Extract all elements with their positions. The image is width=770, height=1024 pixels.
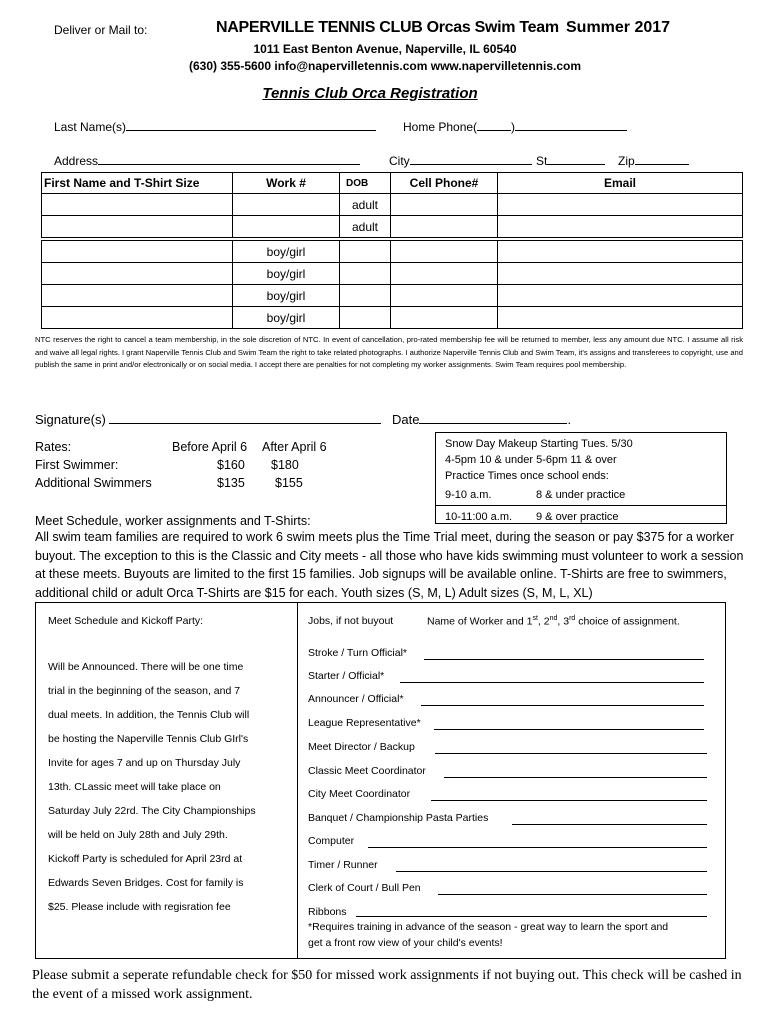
address-label: Address [54,154,99,168]
state-line[interactable] [547,154,605,165]
cell-phone[interactable] [391,241,498,263]
cell-dob[interactable] [340,307,391,329]
practice-time-1: 9-10 a.m. [445,489,492,501]
cell-dob[interactable]: adult [340,216,391,238]
job-banquet: Banquet / Championship Pasta Parties [308,812,489,824]
table-row [42,285,743,307]
header-first-name: First Name and T-Shirt Size [42,173,233,194]
home-phone-field[interactable] [403,120,627,134]
snow-line-1: Snow Day Makeup Starting Tues. 5/30 [445,438,633,450]
season-label: Summer 2017 [566,19,671,36]
table-row [42,216,743,238]
kickoff-line: Will be Announced. There will be one time [48,661,244,673]
table-row [42,263,743,285]
last-name-label: Last Name(s) [54,120,127,134]
sup-second: nd [549,615,558,622]
practice-group-1: 8 & under practice [536,489,626,501]
cell-email[interactable] [498,307,743,329]
header-email: Email [498,173,743,194]
job-stroke-turn: Stroke / Turn Official* [308,647,408,659]
cell-first-name[interactable] [42,241,233,263]
cell-email[interactable] [498,263,743,285]
registration-table [41,172,743,329]
zip-label: Zip [618,154,635,168]
rate-additional-label: Additional Swimmers [35,476,152,490]
kickoff-box [35,602,298,959]
cell-phone[interactable] [391,194,498,216]
job-clerk-of-court: Clerk of Court / Bull Pen [308,882,421,894]
job-computer-line[interactable] [368,847,707,848]
job-classic-coordinator: Classic Meet Coordinator [308,765,426,777]
deliver-label: Deliver or Mail to: [54,23,148,37]
cell-phone[interactable] [391,307,498,329]
cell-first-name[interactable] [42,307,233,329]
kickoff-line: will be held on July 28th and July 29th. [48,829,228,841]
cell-email[interactable] [498,285,743,307]
job-ribbons-line[interactable] [356,916,707,917]
job-clerk-of-court-line[interactable] [438,894,707,895]
job-computer: Computer [308,835,355,847]
city-label: City [389,154,410,168]
sup-third: rd [569,615,576,622]
jobs-head-sep2: , 3 [557,615,570,628]
form-title: Tennis Club Orca Registration [262,85,478,102]
table-row [42,241,743,263]
meet-paragraph: All swim team families are required to work 6 swim meets plus the Time Trial meet, during the season or pay $375 for a worker buyout. The exception to this is the Classic and City meets - all those who have kids swimming must volunteer to work a session at these meets. Buyouts are limited to the first 15 families. Job signups will be available online. T-Shirts are free to swimmers, additional child or adult Orca T-Shirts are $15 for each. Youth sizes (S, M, L) Adult sizes (S, M, L, XL) [35,530,744,600]
club-contact: (630) 355-5600 info@napervilletennis.com www.napervilletennis.com [188,59,582,73]
date-field[interactable] [392,411,571,427]
snow-line-2: 4-5pm 10 & under 5-6pm 11 & over [445,454,617,466]
header-cell-phone: Cell Phone# [391,173,498,194]
job-classic-coordinator-line[interactable] [444,777,707,778]
table-row [42,194,743,216]
cell-work[interactable]: boy/girl [233,307,340,329]
home-phone-line[interactable] [515,120,627,131]
kickoff-line: Kickoff Party is scheduled for April 23rd at [48,853,243,865]
sup-first: st [532,615,538,622]
rate-additional-before: $135 [217,476,245,490]
signature-label: Signature(s) [35,412,106,427]
jobs-head-sep1: , 2 [537,615,550,628]
cell-email[interactable] [498,194,743,216]
jobs-note-1: *Requires training in advance of the season - great way to learn the sport and [308,921,669,933]
jobs-note-2: get a front row view of your child's events! [308,937,503,949]
header-dob: DOB [340,173,391,194]
disclaimer-text: NTC reserves the right to cancel a team membership, in the sole discretion of NTC. In event of cancellation, pro-rated membership fee will be returned to member, less any amount due NTC. I assume all risk and waive all legal rights. I grant Naperville Tennis Club and Swim Team the right to take related photographs. I authorize Naperville Tennis Club and Swim Team, it's assigns and transferees to copyright, use and publish the same in print and/or electronically or on social media. I accept there are penalties for not completing my worker assignments. Swim Team requires pool membership. [35,335,743,369]
header-work: Work # [233,173,340,194]
jobs-head-left: Jobs, if not buyout [308,615,394,627]
home-phone-label: Home Phone( [403,120,478,134]
job-meet-director: Meet Director / Backup [308,741,415,753]
rates-col-before: Before April 6 [172,440,248,454]
table-header-row [42,173,743,194]
cell-email[interactable] [498,216,743,238]
job-announcer-line[interactable] [421,705,704,706]
state-field[interactable] [536,154,605,168]
kickoff-line: $25. Please include with regisration fee [48,901,231,913]
snow-divider [436,505,726,506]
area-code-line[interactable] [477,120,511,131]
kickoff-line: Invite for ages 7 and up on Thursday July [48,757,241,769]
practice-group-2: 9 & over practice [536,511,619,523]
job-league-rep-line[interactable] [434,729,704,730]
home-phone-paren: ) [511,120,516,134]
job-timer-runner-line[interactable] [396,871,707,872]
cell-email[interactable] [498,241,743,263]
cell-work[interactable]: boy/girl [233,263,340,285]
table-row [42,307,743,329]
cell-phone[interactable] [391,263,498,285]
cell-work[interactable] [233,194,340,216]
snow-day-box [435,432,727,524]
city-line[interactable] [410,154,532,165]
address-field[interactable] [54,154,360,168]
club-address: 1011 East Benton Avenue, Naperville, IL 60540 [253,42,517,56]
rate-first-before: $160 [217,458,245,472]
rates-title: Rates: [35,440,72,454]
job-city-coordinator-line[interactable] [431,800,707,801]
job-starter: Starter / Official* [308,670,385,682]
kickoff-title: Meet Schedule and Kickoff Party: [48,615,204,627]
rate-first-label: First Swimmer: [35,458,119,472]
footer-note: Please submit a seperate refundable check for $50 for missed work assignments if not buying out. This check will be cashed in the event of a missed work assignment. [32,968,742,1002]
zip-field[interactable] [618,154,689,168]
snow-line-3: Practice Times once school ends: [445,470,609,482]
job-timer-runner: Timer / Runner [308,859,378,871]
date-line[interactable] [419,411,567,424]
job-meet-director-line[interactable] [435,753,707,754]
cell-first-name[interactable] [42,194,233,216]
club-name: NAPERVILLE TENNIS CLUB Orcas Swim Team [216,19,559,36]
kickoff-line: Saturday July 22rd. The City Championships [48,805,256,817]
rates-col-after: After April 6 [262,440,327,454]
last-name-field[interactable] [54,120,376,134]
address-line[interactable] [98,154,360,165]
cell-work[interactable] [233,216,340,238]
job-ribbons: Ribbons [308,906,347,918]
cell-phone[interactable] [391,216,498,238]
last-name-line[interactable] [126,120,376,131]
city-field[interactable] [389,154,532,168]
cell-dob[interactable]: adult [340,194,391,216]
cell-work[interactable]: boy/girl [233,285,340,307]
job-starter-line[interactable] [400,682,704,683]
practice-time-2: 10-11:00 a.m. [445,511,513,523]
signature-line[interactable] [109,411,381,424]
jobs-box [298,602,726,959]
job-announcer: Announcer / Official* [308,693,404,705]
job-league-rep: League Representative* [308,717,421,729]
cell-phone[interactable] [391,285,498,307]
jobs-head-right [427,615,680,628]
date-period: . [567,412,572,427]
cell-work[interactable]: boy/girl [233,241,340,263]
cell-dob[interactable] [340,241,391,263]
job-stroke-turn-line[interactable] [424,659,704,660]
meet-heading: Meet Schedule, worker assignments and T-Shirts: [35,514,311,528]
jobs-head-post: choice of assignment. [575,615,680,628]
state-label: St [536,154,548,168]
kickoff-line: trial in the beginning of the season, and 7 [48,685,241,697]
job-city-coordinator: City Meet Coordinator [308,788,411,800]
cell-first-name[interactable] [42,216,233,238]
cell-dob[interactable] [340,263,391,285]
kickoff-line: be hosting the Naperville Tennis Club GIrl's [48,733,249,745]
rate-additional-after: $155 [275,476,303,490]
cell-dob[interactable] [340,285,391,307]
cell-first-name[interactable] [42,285,233,307]
kickoff-line: Edwards Seven Bridges. Cost for family is [48,877,244,889]
jobs-head-pre: Name of Worker and 1 [427,615,533,628]
cell-first-name[interactable] [42,263,233,285]
rate-first-after: $180 [271,458,299,472]
kickoff-line: dual meets. In addition, the Tennis Club will [48,709,250,721]
signature-field[interactable] [35,411,381,427]
zip-line[interactable] [635,154,689,165]
job-banquet-line[interactable] [512,824,707,825]
kickoff-line: 13th. CLassic meet will take place on [48,781,221,793]
date-label: Date [392,412,420,427]
